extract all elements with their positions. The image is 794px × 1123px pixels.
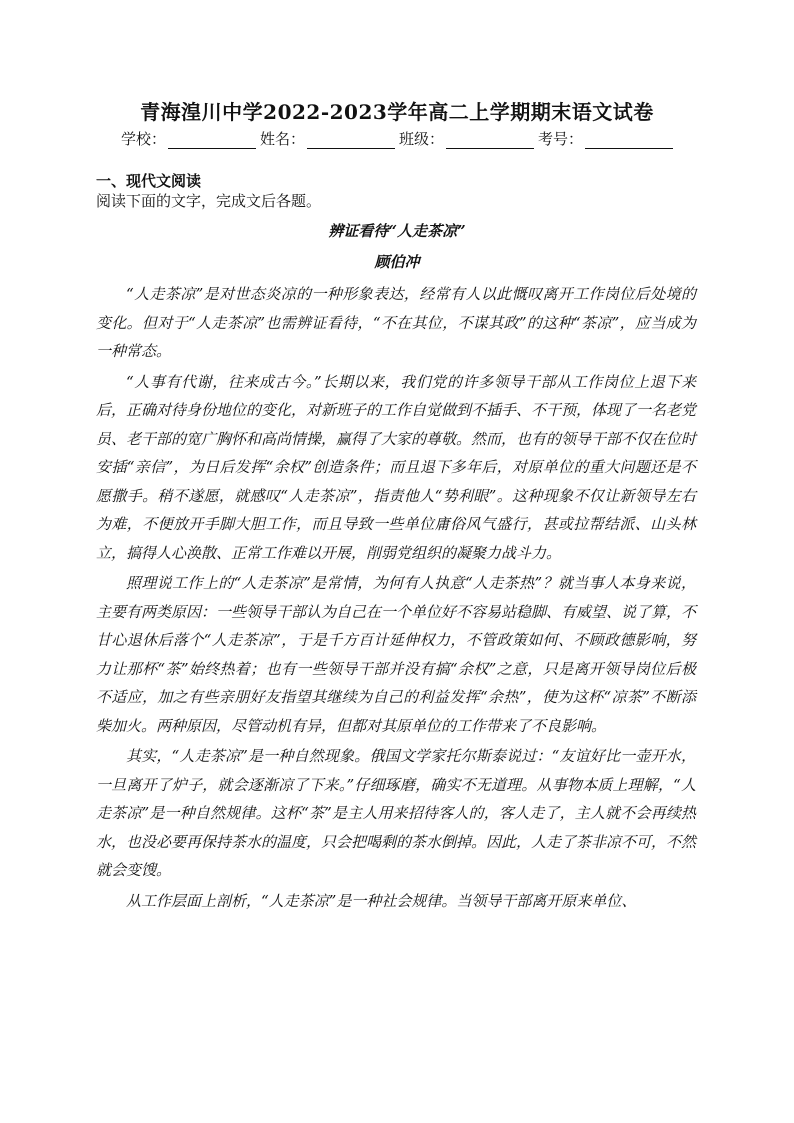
school-blank[interactable] <box>168 132 256 149</box>
paragraph: 其实，“人走茶凉”是一种自然现象。俄国文学家托尔斯泰说过：“友谊好比一壶开水，一旦离开了炉子，就会逐渐凉了下来。”仔细琢磨，确实不无道理。从事物本质上理解，“人走茶凉”是一种自然规律。这杯“茶”是主人用来招待客人的，客人走了，主人就不会再续热水，也没必要再保持茶水的温度，只会把喝剩的茶水倒掉。因此，人走了茶非凉不可，不然就会变馊。 <box>96 747 697 879</box>
section-heading: 一、现代文阅读 <box>96 172 202 190</box>
name-blank[interactable] <box>307 132 395 149</box>
school-label: 学校： <box>120 130 166 148</box>
class-label: 班级： <box>399 130 445 148</box>
article-author: 顾伯冲 <box>374 253 420 271</box>
exam-number-field[interactable] <box>538 128 673 149</box>
article-body <box>96 280 696 917</box>
paragraph: 照理说工作上的“人走茶凉”是常情，为何有人执意“人走茶热”？就当事人本身来说，主要有两类原因：一些领导干部认为自己在一个单位好不容易站稳脚、有威望、说了算，不甘心退休后落个“人走茶凉”，于是千方百计延伸权力，不管政策如何、不顾政德影响，努力让那杯“茶”始终热着；也有一些领导干部并没有搞“余权”之意，只是离开领导岗位后极不适应，加之有些亲朋好友指望其继续为自己的利益发挥“余热”，使为这杯“凉茶”不断添柴加火。两种原因，尽管动机有异，但都对其原单位的工作带来了不良影响。 <box>96 574 697 735</box>
school-field[interactable] <box>121 128 256 149</box>
name-field[interactable] <box>260 128 395 149</box>
exam-title: 青海湟川中学2022-2023学年高二上学期期末语文试卷 <box>140 100 654 124</box>
paragraph: “人事有代谢，往来成古今。”长期以来，我们党的许多领导干部从工作岗位上退下来后，正确对待身份地位的变化，对新班子的工作自觉做到不插手、不干预，体现了一名老党员、老干部的宽广胸怀和高尚情操，赢得了大家的尊敬。然而，也有的领导干部不仅在位时安插“亲信”，为日后发挥“余权”创造条件；而且退下多年后，对原单位的重大问题还是不愿撒手。稍不遂愿，就感叹“人走茶凉”，指责他人“势利眼”。这种现象不仅让新领导左右为难，不便放开手脚大胆工作，而且导致一些单位庸俗风气盛行，甚或拉帮结派、山头林立，搞得人心涣散、正常工作难以开展，削弱党组织的凝聚力战斗力。 <box>96 372 697 562</box>
exam-number-blank[interactable] <box>585 132 673 149</box>
paragraph: 从工作层面上剖析，“人走茶凉”是一种社会规律。当领导干部离开原来单位、 <box>126 891 637 910</box>
name-label: 姓名： <box>259 130 305 148</box>
exam-number-label: 考号： <box>538 130 584 148</box>
class-field[interactable] <box>399 128 534 149</box>
instruction-text: 阅读下面的文字，完成文后各题。 <box>96 192 322 210</box>
paragraph: “人走茶凉”是对世态炎凉的一种形象表达，经常有人以此慨叹离开工作岗位后处境的变化。但对于“人走茶凉”也需辨证看待，“不在其位，不谋其政”的这种“茶凉”，应当成为一种常态。 <box>96 285 696 360</box>
class-blank[interactable] <box>446 132 534 149</box>
student-info-row <box>0 128 794 149</box>
article-title: 辨证看待“人走茶凉” <box>328 222 466 240</box>
